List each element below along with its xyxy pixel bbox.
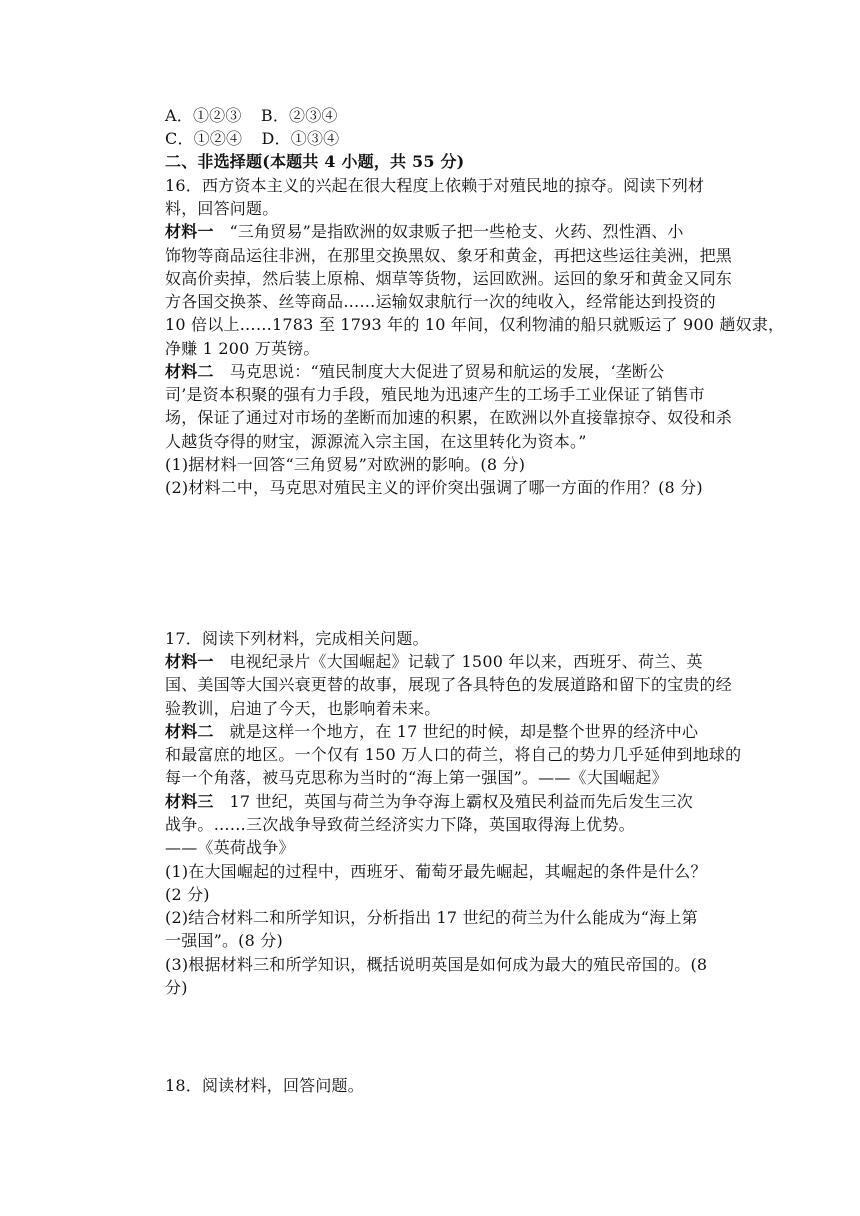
q17-material-2-line-2: 和最富庶的地区。一个仅有 150 万人口的荷兰，将自己的势力几乎延伸到地球的: [165, 745, 742, 764]
q16-material-1-line-2: 饰物等商品运往非洲，在那里交换黑奴、象牙和黄金，再把这些运往美洲，把黑: [165, 246, 733, 265]
q16-material-2-line-1: [165, 360, 664, 384]
q17-material-1-line-1: [165, 650, 703, 674]
q16-stem-line-1: 16．西方资本主义的兴起在很大程度上依赖于对殖民地的掠夺。阅读下列材: [165, 176, 705, 195]
q17-material-2-line-1: [165, 720, 698, 744]
q16-material-1-line-1: [165, 220, 684, 244]
q17-stem: 17．阅读下列材料，完成相关问题。: [165, 629, 429, 648]
material-label: 材料二: [165, 362, 214, 381]
material-label: 材料二: [165, 722, 214, 741]
q16-material-2-line-3: 场，保证了通过对市场的垄断而加速的积累，在欧洲以外直接靠掠夺、奴役和杀: [165, 408, 733, 427]
q17-sub-question-3-line-2: 分): [165, 978, 188, 997]
section-title: 二、非选择题(本题共 4 小题，共 55 分): [165, 152, 465, 171]
material-text: “三角贸易”是指欧洲的奴隶贩子把一些枪支、火药、烈性酒、小: [229, 222, 684, 241]
q16-stem-line-2: 料，回答问题。: [165, 199, 279, 218]
material-text: 电视纪录片《大国崛起》记载了 1500 年以来，西班牙、荷兰、英: [229, 652, 703, 671]
q16-material-1-line-6: 净赚 1 200 万英镑。: [165, 339, 320, 358]
q17-sub-question-3-line-1: (3)根据材料三和所学知识，概括说明英国是如何成为最大的殖民帝国的。(8: [165, 955, 708, 974]
q16-material-1-line-4: 方各国交换茶、丝等商品……运输奴隶航行一次的纯收入，经常能达到投资的: [165, 292, 716, 311]
material-label: 材料三: [165, 792, 214, 811]
q17-sub-question-1-line-2: (2 分): [165, 885, 210, 904]
q17-sub-question-2-line-2: 一强国”。(8 分): [165, 931, 283, 950]
q16-material-1-line-3: 奴高价卖掉，然后装上原棉、烟草等货物，运回欧洲。运回的象牙和黄金又同东: [165, 269, 733, 288]
q16-sub-question-1: (1)据材料一回答“三角贸易”对欧洲的影响。(8 分): [165, 455, 526, 474]
option-c: C．①②④: [165, 129, 243, 148]
q17-material-1-line-2: 国、美国等大国兴衰更替的故事，展现了各具特色的发展道路和留下的宝贵的经: [165, 675, 733, 694]
q16-sub-question-2: (2)材料二中，马克思对殖民主义的评价突出强调了哪一方面的作用？(8 分): [165, 478, 703, 497]
options-line-2: [165, 127, 339, 151]
q17-sub-question-1-line-1: (1)在大国崛起的过程中，西班牙、葡萄牙最先崛起，其崛起的条件是什么？: [165, 862, 707, 881]
q17-material-2-line-3: 每一个角落，被马克思称为当时的“海上第一强国”。——《大国崛起》: [165, 768, 668, 787]
q16-material-2-line-4: 人越货夺得的财宝，源源流入宗主国，在这里转化为资本。”: [165, 432, 587, 451]
material-label: 材料一: [165, 222, 214, 241]
material-text: 马克思说：“殖民制度大大促进了贸易和航运的发展，‘垄断公: [229, 362, 665, 381]
q18-stem: 18．阅读材料，回答问题。: [165, 1076, 364, 1095]
q17-material-3-source: ——《英荷战争》: [165, 838, 295, 857]
option-b: B．②③④: [260, 106, 338, 125]
q16-material-1-line-5: 10 倍以上……1783 至 1793 年的 10 年间，仅利物浦的船只就贩运了 900 趟奴隶，: [165, 315, 785, 334]
material-text: 就是这样一个地方，在 17 世纪的时候，却是整个世界的经济中心: [229, 722, 699, 741]
options-line-1: [165, 104, 338, 128]
q17-sub-question-2-line-1: (2)结合材料二和所学知识，分析指出 17 世纪的荷兰为什么能成为“海上第: [165, 908, 698, 927]
q16-material-2-line-2: 司’是资本积聚的强有力手段，殖民地为迅速产生的工场手工业保证了销售市: [165, 385, 705, 404]
material-text: 17 世纪，英国与荷兰为争夺海上霸权及殖民利益而先后发生三次: [229, 792, 693, 811]
q17-material-3-line-2: 战争。……三次战争导致荷兰经济实力下降，英国取得海上优势。: [165, 815, 635, 834]
option-a: A．①②③: [165, 106, 242, 125]
option-d: D．①③④: [261, 129, 340, 148]
q17-material-3-line-1: [165, 790, 693, 814]
material-label: 材料一: [165, 652, 214, 671]
q17-material-1-line-3: 验教训，启迪了今天，也影响着未来。: [165, 699, 441, 718]
